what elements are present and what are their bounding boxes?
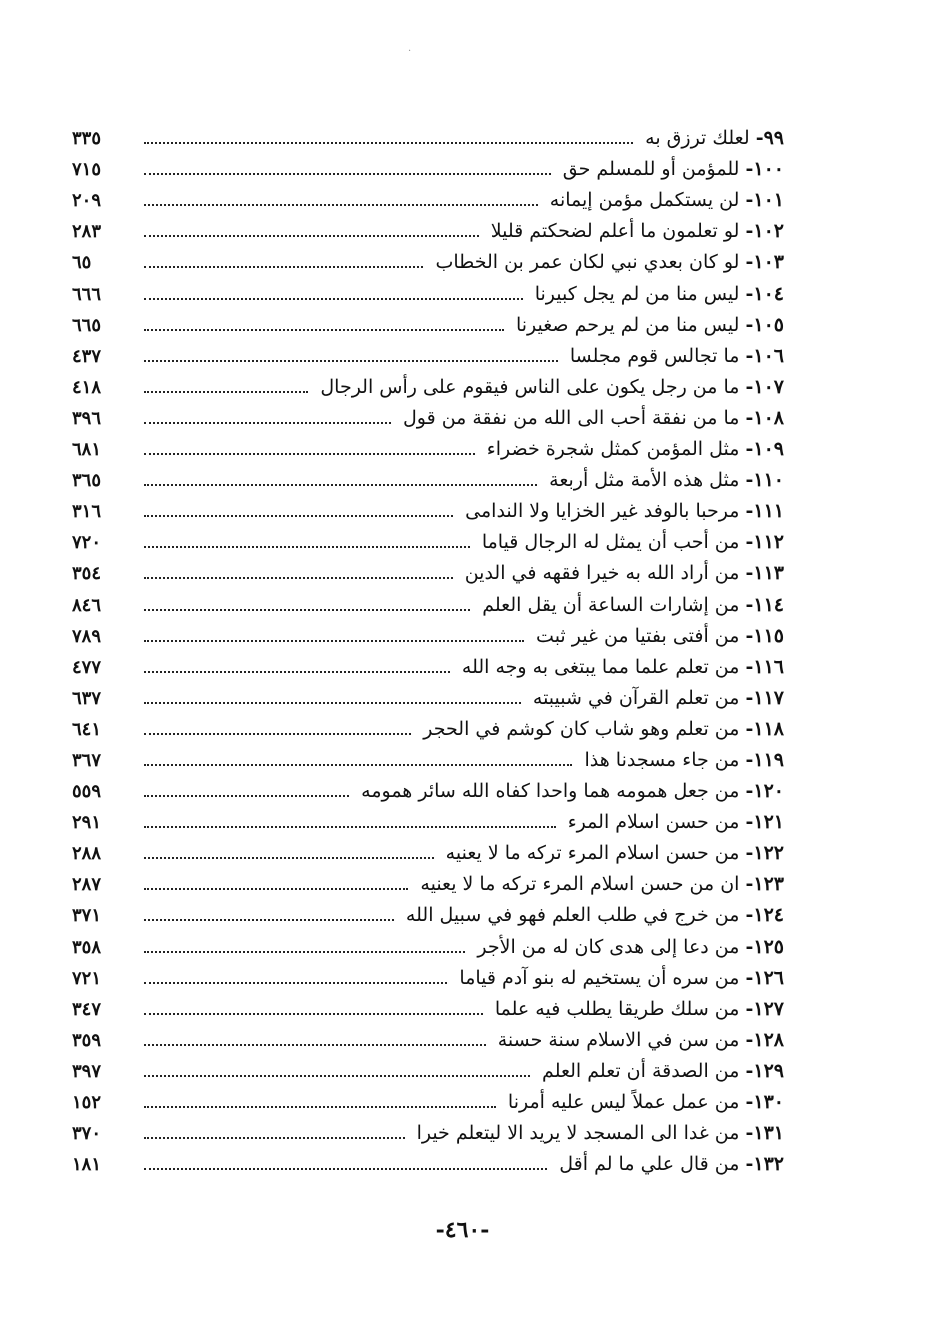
- entry-text: مثل المؤمن كمثل شجرة خضراء: [486, 438, 740, 461]
- entry-text: لو تعلمون ما أعلم لضحكتم قليلا: [490, 220, 740, 243]
- entry-number: ١٢٦-: [745, 966, 784, 989]
- entry-page-number: ٦٨١: [72, 439, 102, 461]
- entry-text: ما من نفقة أحب الى الله من نفقة من قول: [402, 406, 740, 429]
- index-entry: [72, 148, 784, 179]
- entry-text: من عمل عملاً ليس عليه أمرنا: [507, 1091, 740, 1113]
- entry-title: [541, 471, 784, 490]
- dot-leader: [144, 640, 524, 642]
- entry-text: من تعلم علما مما يبتغى به وجه الله: [461, 655, 740, 678]
- entry-title: [469, 935, 784, 958]
- index-entry: [72, 1019, 784, 1050]
- index-entry: [72, 1112, 784, 1143]
- entry-page-number: ٣٩٧: [72, 1060, 102, 1082]
- entry-text: مثل هذه الأمة مثل أربعة: [549, 469, 740, 492]
- entry-text: ليس منا من لم يجل كبيرنا: [534, 282, 740, 305]
- entry-text: من تعلم وهو شاب كان كوشم في الحجر: [423, 717, 740, 740]
- index-entry: [72, 770, 784, 801]
- dot-leader: [144, 329, 504, 331]
- entry-page-number: ٣٧٠: [72, 1123, 102, 1145]
- entry-number: ١٣٢-: [745, 1153, 784, 1176]
- page-number: -٤٦٠-: [435, 1217, 490, 1243]
- entry-page-number: ٦٦٦: [72, 283, 102, 305]
- entry-text: من سره أن يستخيم له بنو آدم قياما: [459, 966, 740, 989]
- entry-number: ١٠٨-: [745, 406, 784, 429]
- entry-title: [454, 655, 784, 678]
- index-entry: [72, 1143, 784, 1174]
- entry-page-number: ١٨١: [72, 1154, 102, 1176]
- entry-page-number: ٦٣٧: [72, 687, 102, 709]
- entry-title: [395, 406, 784, 429]
- index-entry: [72, 988, 784, 1019]
- dot-leader: [144, 1137, 405, 1139]
- entry-page-number: ٣٧١: [72, 905, 102, 927]
- index-entry: [72, 335, 784, 366]
- entry-number: ١١١-: [745, 500, 784, 523]
- entry-title: [487, 997, 784, 1020]
- index-entry: [72, 708, 784, 739]
- entry-page-number: ٥٥٩: [72, 781, 102, 803]
- entry-page-number: ٤١٨: [72, 376, 102, 398]
- entry-number: ١٣٠-: [745, 1091, 784, 1113]
- entry-number: ١٢٤-: [745, 904, 784, 927]
- dot-leader: [144, 702, 521, 704]
- entry-number: ٩٩-: [755, 127, 784, 150]
- entry-page-number: ٣٥٩: [72, 1029, 102, 1051]
- entry-page-number: ٧٨٩: [72, 625, 102, 647]
- entry-number: ١٠٤-: [745, 282, 784, 305]
- entry-title: [637, 129, 784, 148]
- entry-number: ١٢٠-: [745, 780, 784, 803]
- entry-page-number: ٣١٦: [72, 501, 102, 523]
- entry-title: [409, 1124, 784, 1143]
- index-entry: [72, 490, 784, 521]
- entry-text: ما من رجل يكون على الناس فيقوم على رأس الرجال: [320, 375, 740, 398]
- entry-page-number: ٦٥: [72, 252, 92, 274]
- entry-title: [508, 313, 784, 336]
- entry-title: [560, 813, 784, 832]
- dot-leader: [144, 1106, 496, 1108]
- dot-leader: [144, 826, 556, 828]
- index-entry: [72, 428, 784, 459]
- entry-page-number: ٣٦٥: [72, 470, 102, 492]
- entry-text: من إشارات الساعة أن يقل العلم: [482, 593, 740, 616]
- entry-page-number: ٣٩٦: [72, 407, 102, 429]
- dot-leader: [144, 422, 391, 424]
- dot-leader: [144, 857, 434, 859]
- index-entry: [72, 117, 784, 148]
- entry-text: لعلك ترزق به: [645, 127, 750, 150]
- dot-leader: [144, 515, 453, 517]
- entry-number: ١١٧-: [745, 686, 784, 709]
- entry-text: ما تجالس قوم مجلسا: [569, 344, 740, 367]
- dot-leader: [144, 173, 551, 175]
- dot-leader: [144, 795, 349, 797]
- index-entry: [72, 241, 784, 272]
- dot-leader: [144, 1075, 530, 1077]
- entry-title: [438, 844, 784, 863]
- dot-leader: [144, 266, 423, 268]
- entry-page-number: ٢٩١: [72, 812, 102, 834]
- entry-number: ١٢٢-: [745, 842, 784, 865]
- entry-text: ان من حسن اسلام المرء تركه ما لا يعنيه: [420, 873, 740, 896]
- scan-speck: ·: [408, 46, 412, 57]
- entry-number: ١٠١-: [745, 189, 784, 212]
- dot-leader: [144, 1044, 486, 1046]
- index-entry: [72, 210, 784, 241]
- entry-title: [474, 593, 784, 616]
- dot-leader: [144, 733, 411, 735]
- entry-number: ١٠٥-: [745, 313, 784, 336]
- dot-leader: [144, 764, 572, 766]
- index-entry: [72, 646, 784, 677]
- entry-text: من أراد الله به خيرا فقهه في الدين: [464, 562, 740, 585]
- entry-page-number: ٦٤١: [72, 718, 102, 740]
- entry-number: ١١٩-: [745, 748, 784, 771]
- entry-title: [528, 624, 784, 647]
- entry-text: للمؤمن أو للمسلم حق: [562, 158, 740, 181]
- entry-page-number: ٣٤٧: [72, 998, 102, 1020]
- entry-text: لن يستكمل مؤمن إيمانه: [549, 189, 740, 212]
- entry-text: لو كان بعدي نبي لكان عمر بن الخطاب: [435, 251, 740, 274]
- entry-text: من دعا إلى هدى كان له من الأجر: [477, 935, 740, 958]
- entry-page-number: ٢٨٧: [72, 874, 102, 896]
- index-entry: [72, 459, 784, 490]
- entry-text: من غدا الى المسجد لا يريد الا ليتعلم خيرا: [416, 1122, 740, 1145]
- index-entry: [72, 894, 784, 925]
- entry-text: مرحبا بالوفد غير الخزايا ولا الندامى: [465, 500, 740, 523]
- entry-text: من خرج في طلب العلم فهو في سبيل الله: [405, 904, 740, 927]
- dot-leader: [144, 453, 475, 455]
- dot-leader: [144, 951, 465, 953]
- index-entry: [72, 397, 784, 428]
- dot-leader: [144, 1168, 547, 1170]
- entry-number: ١٢٨-: [745, 1028, 784, 1051]
- entry-number: ١٠٦-: [745, 344, 784, 367]
- entry-title: [555, 160, 784, 179]
- dot-leader: [144, 982, 447, 984]
- entry-number: ١٠٣-: [745, 251, 784, 274]
- entry-text: من الصدقة أن تعلم العلم: [542, 1059, 740, 1082]
- index-entry: [72, 552, 784, 583]
- entry-number: ١١٦-: [745, 655, 784, 678]
- entry-page-number: ٣٥٤: [72, 563, 102, 585]
- entry-title: [500, 1093, 784, 1112]
- entry-title: [534, 1059, 784, 1082]
- index-entry: [72, 179, 784, 210]
- index-entry: [72, 583, 784, 614]
- entry-title: [312, 375, 784, 398]
- entry-number: ١٢١-: [745, 811, 784, 834]
- dot-leader: [144, 391, 308, 393]
- entry-title: [527, 282, 784, 305]
- index-entry: [72, 366, 784, 397]
- dot-leader: [144, 546, 470, 548]
- dot-leader: [144, 235, 479, 237]
- dot-leader: [144, 360, 558, 362]
- entry-number: ١١٢-: [745, 531, 784, 554]
- entry-text: من جاء مسجدنا هذا: [584, 748, 740, 771]
- index-entry: [72, 925, 784, 956]
- index-entry: [72, 801, 784, 832]
- entry-text: ليس منا من لم يرحم صغيرنا: [515, 313, 740, 336]
- entry-page-number: ٧١٥: [72, 159, 102, 181]
- entry-text: من جعل همومه هما واحدا كفاه الله سائر همومه: [361, 780, 740, 803]
- entry-number: ١٠٠-: [745, 158, 784, 181]
- index-entry: [72, 832, 784, 863]
- entry-text: من أفتى بفتيا من غير ثبت: [536, 624, 740, 647]
- entry-page-number: ٣٣٥: [72, 128, 102, 150]
- entry-title: [412, 875, 784, 894]
- entry-text: من أحب أن يمثل له الرجال قياما: [481, 531, 740, 554]
- index-entry: [72, 863, 784, 894]
- entry-title: [490, 1028, 784, 1051]
- entry-title: [451, 966, 784, 989]
- entry-page-number: ٦٦٥: [72, 314, 102, 336]
- dot-leader: [144, 484, 537, 486]
- entry-number: ١٢٣-: [745, 873, 784, 896]
- entry-title: [457, 564, 784, 583]
- entry-page-number: ٢٨٨: [72, 843, 102, 865]
- entry-page-number: ٣٥٨: [72, 936, 102, 958]
- entry-page-number: ٣٦٧: [72, 749, 102, 771]
- dot-leader: [144, 204, 538, 206]
- dot-leader: [144, 1013, 483, 1015]
- index-entry: [72, 1081, 784, 1112]
- dot-leader: [144, 298, 523, 300]
- entry-title: [483, 222, 784, 241]
- index-entry: [72, 521, 784, 552]
- entry-text: من حسن اسلام المرء تركه ما لا يعنيه: [445, 842, 740, 865]
- dot-leader: [144, 609, 470, 611]
- entry-page-number: ٤٣٧: [72, 345, 102, 367]
- entry-title: [457, 502, 784, 521]
- entry-page-number: ٢٠٩: [72, 190, 102, 212]
- dot-leader: [144, 919, 394, 921]
- dot-leader: [144, 577, 453, 579]
- dot-leader: [144, 888, 408, 890]
- entry-title: [551, 1155, 784, 1174]
- entry-text: من قال علي ما لم أقل: [559, 1153, 740, 1176]
- entry-number: ١٢٥-: [745, 935, 784, 958]
- entry-title: [479, 440, 784, 459]
- index-entry: [72, 1050, 784, 1081]
- dot-leader: [144, 671, 450, 673]
- index-entry: [72, 957, 784, 988]
- entry-page-number: ٧٢٠: [72, 532, 102, 554]
- entry-number: ١٠٢-: [745, 220, 784, 243]
- entry-number: ١١٥-: [745, 624, 784, 647]
- entry-page-number: ٧٢١: [72, 967, 102, 989]
- entry-number: ١١٠-: [745, 469, 784, 492]
- entry-number: ١١٤-: [745, 593, 784, 616]
- entry-number: ١١٣-: [745, 562, 784, 585]
- entry-title: [415, 717, 784, 740]
- entry-title: [525, 686, 784, 709]
- entry-page-number: ١٥٢: [72, 1092, 102, 1113]
- entry-number: ١١٨-: [745, 717, 784, 740]
- index-entry: [72, 615, 784, 646]
- entry-number: ١٢٧-: [745, 997, 784, 1020]
- index-entry: [72, 739, 784, 770]
- entry-page-number: ٨٤٦: [72, 594, 102, 616]
- entry-title: [398, 906, 784, 925]
- entry-title: [562, 344, 784, 367]
- entry-number: ١٢٩-: [745, 1059, 784, 1082]
- entry-title: [542, 191, 784, 210]
- entry-title: [353, 782, 784, 801]
- entry-number: ١٣١-: [745, 1122, 784, 1145]
- entry-text: من سلك طريقا يطلب فيه علما: [494, 997, 740, 1020]
- index-list: [72, 117, 784, 1174]
- entry-title: [427, 253, 784, 272]
- entry-title: [474, 533, 784, 552]
- entry-text: من تعلم القرآن في شبيبته: [532, 686, 740, 709]
- entry-page-number: ٤٧٧: [72, 656, 102, 678]
- index-entry: [72, 677, 784, 708]
- entry-page-number: ٢٨٣: [72, 221, 102, 243]
- index-entry: [72, 304, 784, 335]
- entry-text: من سن في الاسلام سنة حسنة: [497, 1028, 740, 1051]
- entry-number: ١٠٩-: [745, 438, 784, 461]
- entry-number: ١٠٧-: [745, 375, 784, 398]
- entry-title: [576, 748, 784, 771]
- entry-text: من حسن اسلام المرء: [567, 811, 740, 834]
- dot-leader: [144, 142, 633, 144]
- index-entry: [72, 272, 784, 303]
